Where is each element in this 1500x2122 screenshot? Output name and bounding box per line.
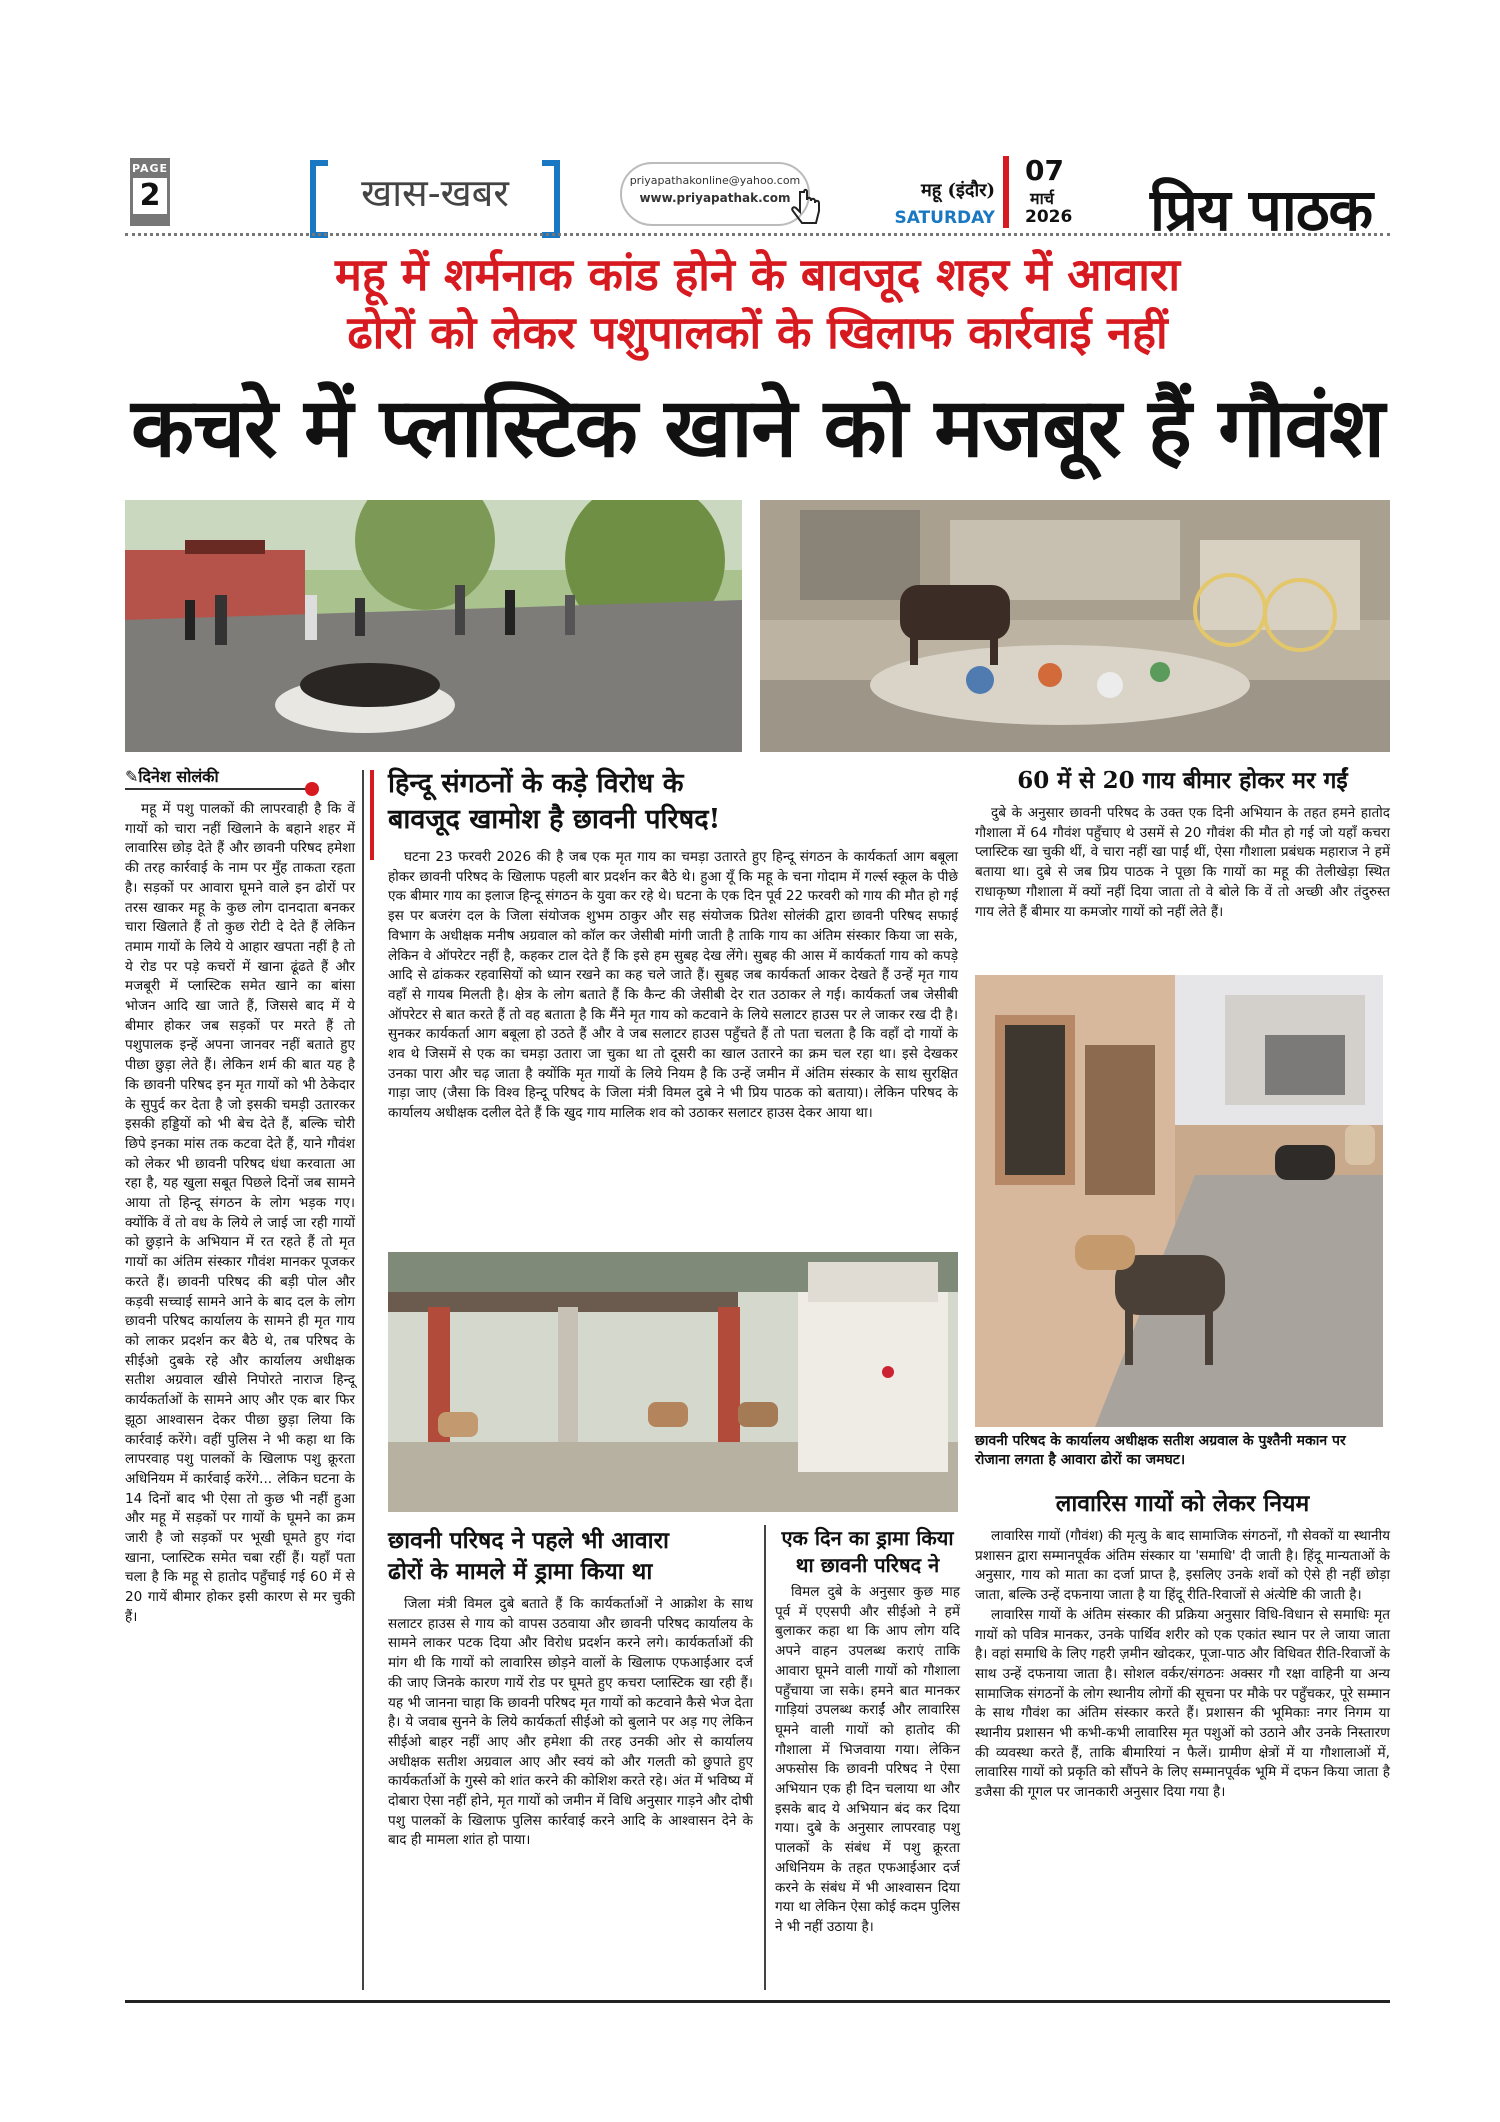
email-link[interactable]: priyapathakonline@yahoo.com xyxy=(629,174,801,187)
kicker-line-1: महू में शर्मनाक कांड होने के बावजूद शहर में आवारा xyxy=(335,248,1180,301)
byline-name: दिनेश सोलंकी xyxy=(138,767,219,786)
newspaper-logo: प्रिय पाठक xyxy=(1150,176,1373,244)
middle-title-line-1: हिन्दू संगठनों के कड़े विरोध के xyxy=(388,768,684,799)
middle-story-text xyxy=(388,848,958,1124)
kicker-line-2: ढोरों को लेकर पशुपालकों के खिलाफ कार्रवाई नहीं xyxy=(347,306,1168,359)
main-headline: कचरे में प्लास्टिक खाने को मजबूर हैं गौवंश xyxy=(130,380,1385,476)
bracket-right xyxy=(542,160,560,238)
right-story-paragraph: दुबे के अनुसार छावनी परिषद के उक्त एक दिनी अभियान के तहत हमने हातोद गौशाला में 64 गौवंश पहुँचाए थे उसमें से 20 गौवंश की मौत हो गई जो यहाँ कचरा प्लास्टिक खा चुकी थीं, वे चारा नहीं खा पाईं थीं, ऐसा गौशाला प्रबंधक महाराज ने हमें बताया था। दुबे से जब प्रिय पाठक ने पूछा कि गायों का महू की तेलीखेड़ा स्थित राधाकृष्ण गौशाला में क्यों नहीं दिया जाता तो वे बोले कि वें तो अच्छी और तंदुरुस्त गाय लेते हैं बीमार या कमजोर गायों को नहीं लेते हैं। xyxy=(975,805,1390,920)
middle-story-title xyxy=(388,766,948,838)
bottom-mid-story-text xyxy=(775,1583,960,1938)
photo-caption: छावनी परिषद के कार्यालय अधीक्षक सतीश अग्रवाल के पुश्तैनी मकान पर रोजाना लगता है आवारा ढोरों का जमघट। xyxy=(975,1433,1346,1468)
byline-underline xyxy=(125,788,315,790)
edition-city: महू (इंदौर) xyxy=(920,180,995,201)
bottom-mid-story-title xyxy=(775,1525,960,1579)
page-number-box xyxy=(130,158,170,226)
bottom-mid-title-line-1: एक दिन का ड्रामा किया xyxy=(781,1526,954,1550)
middle-title-line-2: बावजूद खामोश है छावनी परिषद! xyxy=(388,804,721,835)
right-story-title: 60 में से 20 गाय बीमार होकर मर गईं xyxy=(1017,767,1348,794)
bottom-mid-title-line-2: था छावनी परिषद ने xyxy=(795,1553,940,1577)
left-column-paragraph: महू में पशु पालकों की लापरवाही है कि वें गायों को चारा नहीं खिलाने के बहाने शहर में लावारिस छोड़ देते हैं और छावनी परिषद हमेशा की तरह कार्रवाई के नाम पर मुँह ताकता रहता है। सड़कों पर आवारा घूमने वाले इन ढोरों पर तरस खाकर महू के कुछ लोग दानदाता बनकर चारा खिलाते हैं तो कुछ रोटी दे देते हैं लेकिन तमाम गायों के लिये ये आहार खपता नहीं है तो ये रोड पर पड़े कचरों में खाना ढूंढते हैं और मजबूरी में प्लास्टिक समेत खाने का बांसा भोजन आदि खा जाते हैं, जिससे बाद में ये बीमार होकर जब सड़कों पर मरते हैं तो पशुपालक इन्हें अपना जानवर नहीं बताते हुए पीछा छुड़ा लेते हैं। लेकिन शर्म की बात यह है कि छावनी परिषद इन मृत गायों को भी ठेकेदार के सुपुर्द कर देता है जो इसकी चमड़ी उतारकर इसकी हड्डियों को भी बेच देते हैं, बल्कि चोरी छिपे इनका मांस तक कटवा देते हैं, याने गौवंश को लेकर भी छावनी परिषद धंधा करवाता आ रहा है, यह खुला सबूत पिछले दिनों जब सामने आया तो हिन्दू संगठन के लोग भड़क गए। क्योंकि वें तो वध के लिये ले जाई जा रही गायों को छुड़ाने के अभियान में रत रहते हैं तो मृत गायों का अंतिम संस्कार गौवंश मानकर पूजकर करते हैं। छावनी परिषद की बड़ी पोल और कड़वी सच्चाई सामने आने के बाद दल के लोग छावनी परिषद कार्यालय के सामने ही मृत गाय को लाकर प्रदर्शन कर बैठे थे, तब परिषद के सीईओ दुबके रहे और कार्यालय अधीक्षक सतीश अग्रवाल खीसे निपोरते नाराज हिन्दू कार्यकर्ताओं के सामने आए और एक बार फिर झूठा आश्वासन देकर पीछा छुड़ा लिया कि कार्रवाई करेंगे। वहीं पुलिस ने भी कहा था कि लापरवाह पशु पालकों के खिलाफ पशु क्रूरता अधिनियम में कार्रवाई करेंगे... लेकिन घटना के 14 दिनों बाद भी ऐसा तो कुछ भी नहीं हुआ और महू में सड़कों पर गायों के घूमने का क्रम जारी है जो सड़कों पर भूखी घूमते हुए गंदा खाना, प्लास्टिक समेत चबा रहीं हैं। यहाँ पता चला है कि महू से हातोद पहुँचाई गई 60 में से 20 गायें बीमार होकर इसी कारण से मर चुकी हैं। xyxy=(125,801,355,1625)
left-column-text xyxy=(125,800,355,1628)
bottom-right-paragraph-1: लावारिस गायों (गौवंश) की मृत्यु के बाद सामाजिक संगठनों, गौ सेवकों या स्थानीय प्रशासन द्वारा सम्मानपूर्वक अंतिम संस्कार या 'समाधि' दी जाती है। हिंदू मान्यताओं के अनुसार, गाय को माता का दर्जा प्राप्त है, इसलिए उनके शवों को ऐसे ही नहीं छोड़ा जाता, बल्कि उन्हें दफनाया जाता है या हिंदू रीति-रिवाजों से अंत्येष्टि की जाती है। xyxy=(975,1528,1390,1604)
bottom-right-story-text xyxy=(975,1527,1390,1803)
photo-cows-street xyxy=(975,975,1383,1427)
website-link[interactable]: www.priyapathak.com xyxy=(639,191,791,205)
section-tag xyxy=(310,160,560,226)
pointing-hand-icon xyxy=(790,188,824,228)
contact-badge xyxy=(620,162,810,226)
date-month: मार्च xyxy=(1030,189,1054,208)
date-year: 2026 xyxy=(1025,207,1073,227)
date-divider xyxy=(1003,156,1009,228)
bottom-left-paragraph: जिला मंत्री विमल दुबे बताते हैं कि कार्यकर्ताओं ने आक्रोश के साथ सलाटर हाउस से गाय को वापस उठवाया और छावनी परिषद कार्यालय के सामने लाकर पटक दिया और विरोध प्रदर्शन करने लगे। कार्यकर्ताओं की मांग थी कि गायों को लावारिस छोड़ने वालों के खिलाफ एफआईआर दर्ज की जाए जिनके कारण गायें रोड पर घूमते हुए कचरा प्लास्टिक खा रही हैं। यह भी जानना चाहा कि छावनी परिषद मृत गायों को कटवाने कैसे भेज देता है। ये जवाब सुनने के लिये कार्यकर्ता सीईओ को बुलाने पर अड़ गए लेकिन सीईओ बाहर नहीं आए और हमेशा की तरह उनकी ओर से कार्यालय अधीक्षक सतीश अग्रवाल आए और स्वयं को और गलती को छुपाते हुए कार्यकर्ताओं के गुस्से को शांत करने की कोशिश करते रहे। अंत में भविष्य में दोबारा ऐसा नहीं होने, मृत गायों को जमीन में विधि अनुसार गाड़ने और दोषी पशु पालकों के खिलाफ पुलिस कार्रवाई करने आदि के आश्वासन देने के बाद ही मामला शांत हो पाया। xyxy=(388,1596,753,1849)
photo-cow-garbage xyxy=(760,500,1390,752)
page-label: PAGE xyxy=(131,162,169,175)
bottom-left-story-text xyxy=(388,1595,753,1851)
kicker-headline xyxy=(125,246,1390,362)
photo-cattle-shed xyxy=(388,1252,958,1512)
red-accent-rule xyxy=(370,770,374,860)
bottom-right-story-title: लावारिस गायों को लेकर नियम xyxy=(1055,1490,1310,1517)
bottom-left-story-title xyxy=(388,1525,758,1587)
bottom-left-title-line-2: ढोरों के मामले में ड्रामा किया था xyxy=(388,1558,653,1585)
byline-dot xyxy=(305,782,319,796)
date-day: 07 xyxy=(1025,154,1064,187)
footer-rule xyxy=(125,2000,1390,2003)
column-rule-bottom xyxy=(764,1525,766,1990)
bottom-right-paragraph-2: लावारिस गायों के अंतिम संस्कार की प्रक्रिया अनुसार विधि-विधान से समाधिः मृत गायों को पवित्र मानकर, उनके पार्थिव शरीर को एक एकांत स्थान पर ले जाया जाता है। वहां समाधि के लिए गहरी ज़मीन खोदकर, पूजा-पाठ और विधिवत रीति-रिवाजों के साथ उन्हें दफनाया जाता है। सोशल वर्कर/संगठनः अक्सर गौ रक्षा वाहिनी या अन्य सामाजिक संगठनों के लोग स्थानीय लोगों की सूचना पर मौके पर पहुँचकर, पूरे सम्मान के साथ गौवंश का अंतिम संस्कार करते हैं। प्रशासन की भूमिकाः नगर निगम या स्थानीय प्रशासन भी कभी-कभी लावारिस मृत पशुओं को उठाने और उनके निस्तारण की व्यवस्था करते हैं, ताकि बीमारियां न फैलें। ग्रामीण क्षेत्रों में या गौशालाओं में, लावारिस गायों को प्रकृति को सौंपने के लिए सम्मानपूर्वक भूमि में दफन किया जाता है डजैसा की गूगल पर जानकारी अनुसार दिया गया है। xyxy=(975,1606,1390,1801)
bottom-left-title-line-1: छावनी परिषद ने पहले भी आवारा xyxy=(388,1527,669,1554)
bottom-mid-paragraph: विमल दुबे के अनुसार कुछ माह पूर्व में एएसपी और सीईओ ने हमें बुलाकर कहा था कि आप लोग यदि अपने वाहन उपलब्ध कराएं ताकि आवारा घूमने वाली गायों को गौशाला पहुँचाया जा सके। हमने बात मानकर गाड़ियां उपलब्ध कराईं और लावारिस घूमने वाली गायों को हातोद की गौशाला में भिजवाया गया। लेकिन अफसोस कि छावनी परिषद ने ऐसा अभियान एक ही दिन चलाया था और इसके बाद ये अभियान बंद कर दिया गया। दुबे के अनुसार लापरवाह पशु पालकों के संबंध में पशु क्रूरता अधिनियम के तहत एफआईआर दर्ज करने के संबंध में भी आश्वासन दिया गया था लेकिन ऐसा कोई कदम पुलिस ने भी नहीं उठाया है। xyxy=(775,1584,960,1935)
section-title: खास-खबर xyxy=(361,171,509,215)
column-rule xyxy=(362,770,364,1990)
edition-day: SATURDAY xyxy=(894,208,995,228)
right-story-text xyxy=(975,804,1390,922)
page-number: 2 xyxy=(133,178,167,214)
pen-icon: ✎ xyxy=(125,767,139,786)
header-divider xyxy=(125,233,1390,236)
byline xyxy=(125,765,315,787)
middle-story-paragraph: घटना 23 फरवरी 2026 की है जब एक मृत गाय का चमड़ा उतारते हुए हिन्दू संगठन के कार्यकर्ता आग बबूला होकर छावनी परिषद के खिलाफ पहली बार प्रदर्शन कर बैठे थे। हुआ यूँ कि महू के चना गोदाम में गर्ल्स स्कूल के पीछे एक बीमार गाय का इलाज हिन्दू संगठन के युवा कर रहे थे। घटना के एक दिन पूर्व 22 फरवरी को गाय की मौत हो गई इस पर बजरंग दल के जिला संयोजक शुभम ठाकुर और सह संयोजक प्रितेश सोलंकी द्वारा छावनी परिषद सफाई विभाग के अधीक्षक मनीष अग्रवाल को कॉल कर जेसीबी मांगी जाती है ताकि गाय का अंतिम संस्कार किया जा सके, लेकिन वे ऑपरेटर नहीं है, कहकर टाल देते हैं कि इसे हम सुबह देख लेंगे। सुबह की आस में कार्यकर्ता गाय को कपड़े आदि से ढांककर रहवासियों को ध्यान रखने का कह चले जाते हैं। सुबह जब कार्यकर्ता आकर देखते हैं उन्हें मृत गाय वहाँ से गायब मिलती है। क्षेत्र के लोग बताते हैं कि कैन्ट की जेसीबी देर रात उठाकर ले गई। कार्यकर्ता जब जेसीबी ऑपरेटर से बात करते हैं तो वह बताता है कि मैंने मृत गाय को कटवाने के लिये सलाटर हाउस पर ले जाकर रख दी है। सुनकर कार्यकर्ता आग बबूला हो उठते हैं और वे जब सलाटर हाउस पहुँचते हैं तो पता चलता है कि वहाँ दो गायों के शव थे जिसमें से एक का चमड़ा उतारा जा चुका था तो दूसरी का खाल उतारने का क्रम चल रहा था। इसे देखकर उनका पारा और चढ़ जाता है क्योंकि मृत गायों के लिये नियम है कि उन्हें जमीन में अंतिम संस्कार के साथ सुरक्षित गाड़ा जाए (जैसा कि विश्व हिन्दू परिषद के जिला मंत्री विमल दुबे ने भी प्रिय पाठक को बताया)। लेकिन परिषद के कार्यालय अधीक्षक दलील देते हैं कि खुद गाय मालिक शव को उठाकर सलाटर हाउस देकर आया था। xyxy=(388,849,958,1122)
photo-protest-dead-cow xyxy=(125,500,742,752)
